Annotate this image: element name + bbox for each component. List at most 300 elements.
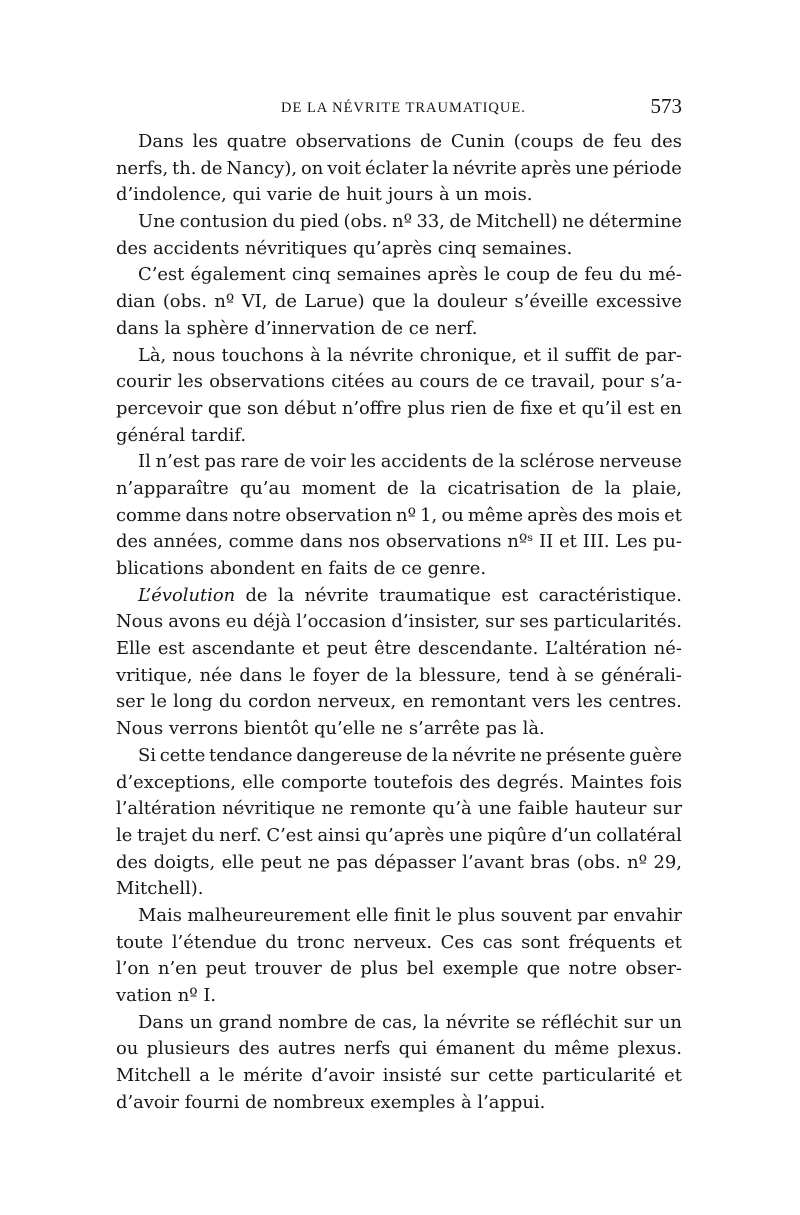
word: qu’à xyxy=(432,798,472,820)
word: née xyxy=(199,664,233,686)
word: finit xyxy=(393,904,431,926)
word: un xyxy=(455,184,479,206)
text-line xyxy=(116,956,682,983)
word: I. xyxy=(203,985,217,1006)
word: dans xyxy=(116,317,159,339)
word: de xyxy=(274,291,297,313)
word: et xyxy=(664,931,682,953)
word: comporte xyxy=(280,771,368,793)
word: nerf. xyxy=(435,317,478,339)
word: faits xyxy=(328,558,368,579)
text-line xyxy=(116,689,682,716)
word: Cunin xyxy=(450,131,505,152)
word: la xyxy=(164,317,181,339)
word: par- xyxy=(645,344,682,366)
word: dans xyxy=(299,531,343,553)
word: n’apparaître xyxy=(116,477,229,499)
word: névrite xyxy=(304,584,369,606)
word: n’est xyxy=(155,451,200,473)
word: Dans xyxy=(138,1011,184,1033)
paragraph xyxy=(116,343,682,450)
word: l’on xyxy=(116,958,150,980)
word: qu’il xyxy=(581,397,622,419)
word: observations xyxy=(385,531,502,553)
word: déjà xyxy=(252,611,292,633)
word: même xyxy=(554,1038,610,1060)
word: d’avoir xyxy=(311,1065,375,1087)
text-line xyxy=(116,903,682,930)
word: blessure, xyxy=(419,664,502,686)
word: le xyxy=(435,904,453,926)
word: semaines. xyxy=(482,237,573,259)
word: présente xyxy=(545,744,626,766)
word: ascendante xyxy=(191,638,296,660)
word: névrite xyxy=(452,157,517,179)
word: la xyxy=(604,477,622,499)
word: cas, xyxy=(381,1011,418,1033)
word: observations xyxy=(295,131,412,152)
word: à xyxy=(310,344,321,366)
text-line xyxy=(116,503,682,530)
word: général xyxy=(116,424,186,446)
word: Les xyxy=(615,531,648,553)
word: caractéristique. xyxy=(538,584,682,606)
word: d’indolence, xyxy=(116,184,227,206)
word: Maintes xyxy=(570,771,644,793)
word: vation xyxy=(116,985,172,1006)
word: de xyxy=(283,451,306,473)
word: le xyxy=(289,664,306,686)
word: pas xyxy=(204,451,236,473)
word: dans xyxy=(185,504,229,526)
word: coup xyxy=(506,264,551,286)
text-line xyxy=(116,289,682,316)
word: est xyxy=(157,638,185,660)
word: Larue) xyxy=(304,291,365,313)
word: moment xyxy=(301,477,376,499)
word: Mitchell) xyxy=(475,211,558,233)
word: les xyxy=(192,131,218,152)
word: accidents xyxy=(152,237,240,259)
word: mé- xyxy=(648,264,682,286)
word: ce xyxy=(504,371,525,393)
word: mois xyxy=(617,504,660,526)
text-line xyxy=(116,1090,682,1117)
word: d’insister, xyxy=(391,611,480,633)
word: vers xyxy=(532,691,571,713)
word: et xyxy=(523,344,541,366)
word: la xyxy=(431,744,449,766)
word: trouver xyxy=(254,958,322,980)
word: bel xyxy=(406,958,435,980)
word: comme xyxy=(116,504,182,526)
word: elle xyxy=(221,851,255,873)
word: sclérose xyxy=(519,451,595,473)
word: de xyxy=(471,451,494,473)
word: un xyxy=(658,1011,682,1033)
word: qu’elle xyxy=(314,718,376,740)
word: de xyxy=(330,958,353,980)
word: du xyxy=(218,691,242,713)
word: pour xyxy=(601,371,644,393)
text-line xyxy=(116,850,682,877)
word: ne xyxy=(520,744,543,766)
word: douleur xyxy=(436,291,508,313)
word: nerfs xyxy=(343,1038,391,1060)
word: des xyxy=(581,504,614,526)
word: nous xyxy=(172,344,216,366)
word: dian xyxy=(116,291,156,313)
word: névrite xyxy=(349,344,414,366)
word: semaines xyxy=(336,264,422,286)
word: ce xyxy=(408,317,430,339)
word: cordon xyxy=(248,691,312,713)
word: sur xyxy=(652,798,682,820)
word: Mitchell). xyxy=(116,878,204,900)
word: Il xyxy=(138,451,151,473)
word: du xyxy=(619,264,643,286)
word: l’appui. xyxy=(477,1091,546,1113)
word: le xyxy=(116,824,133,846)
text-line xyxy=(116,663,682,690)
word: et xyxy=(559,531,577,553)
word: qui xyxy=(398,1038,428,1060)
word: à xyxy=(556,664,568,686)
paragraph xyxy=(116,743,682,903)
word: comme xyxy=(228,531,294,553)
word: à xyxy=(438,184,450,206)
word: particularités. xyxy=(553,611,682,633)
text-line xyxy=(116,1063,682,1090)
word: éclater xyxy=(364,157,429,179)
word: 33, xyxy=(416,211,445,233)
word: mois. xyxy=(484,184,533,206)
word: remonte xyxy=(349,798,427,820)
word: collatéral xyxy=(596,824,682,846)
word: (coups xyxy=(513,131,574,152)
word: détermine xyxy=(588,211,682,233)
word: nºˢ xyxy=(507,531,534,553)
word: névrite xyxy=(445,1011,511,1033)
word: de xyxy=(406,744,429,766)
word: plus xyxy=(360,958,399,980)
word: de xyxy=(571,477,594,499)
word: courir xyxy=(116,371,172,393)
word: la xyxy=(395,664,412,686)
text-line xyxy=(116,583,682,610)
word: du xyxy=(522,1038,546,1060)
word: observations xyxy=(209,371,325,393)
word: sont xyxy=(521,931,560,953)
word: Ces xyxy=(440,931,475,953)
word: névrite xyxy=(452,744,517,766)
word: et xyxy=(558,397,577,419)
word: nerveux, xyxy=(317,691,397,713)
word: cas xyxy=(482,931,513,953)
word: vritique, xyxy=(116,664,193,686)
word: du xyxy=(272,211,296,233)
word: né- xyxy=(653,638,682,660)
word: peut xyxy=(260,851,302,873)
word: les xyxy=(576,691,603,713)
word: de xyxy=(449,211,472,233)
word: des xyxy=(116,237,148,259)
word: foyer xyxy=(312,664,360,686)
word: Si xyxy=(138,744,156,766)
word: période xyxy=(612,157,682,179)
word: abondent xyxy=(209,558,295,579)
word: Nancy), xyxy=(226,157,298,179)
word: plus xyxy=(407,397,446,419)
word: plexus. xyxy=(617,1038,682,1060)
text-line xyxy=(116,1036,682,1063)
text-line xyxy=(116,316,682,343)
text-line xyxy=(116,476,682,503)
word: le xyxy=(218,1065,235,1087)
word: le xyxy=(150,691,167,713)
word: début xyxy=(284,397,337,419)
word: piqûre xyxy=(487,824,547,846)
word: la xyxy=(277,584,295,606)
word: L’altération xyxy=(545,638,647,660)
word: toute xyxy=(116,931,164,953)
word: long xyxy=(173,691,213,713)
word: blications xyxy=(116,558,204,579)
word: en xyxy=(300,558,323,579)
word: se xyxy=(515,1011,536,1033)
word: ainsi xyxy=(317,824,361,846)
word: a xyxy=(199,1065,210,1087)
word: envahir xyxy=(613,904,682,926)
word: nerf. xyxy=(219,824,262,846)
paragraph xyxy=(116,129,682,209)
word: de xyxy=(245,584,268,606)
text-line xyxy=(116,930,682,957)
word: après xyxy=(527,504,578,526)
word: C’est xyxy=(138,264,185,286)
word: elle xyxy=(355,904,389,926)
word: grand xyxy=(218,1011,273,1033)
word: guère xyxy=(629,744,682,766)
word: jours xyxy=(387,184,434,206)
paragraph xyxy=(116,1010,682,1117)
word: nos xyxy=(348,531,380,553)
word: pas xyxy=(485,718,517,740)
running-head xyxy=(116,96,682,120)
word: plus xyxy=(457,904,496,926)
word: (obs. xyxy=(576,851,621,873)
running-title: DE LA NÉVRITE TRAUMATIQUE. xyxy=(281,100,526,116)
word: et xyxy=(664,504,682,526)
word: toutefois xyxy=(373,771,454,793)
word: avons xyxy=(168,611,221,633)
word: centres. xyxy=(608,691,682,713)
word: de xyxy=(381,317,404,339)
word: nº xyxy=(627,851,648,873)
text-line xyxy=(116,129,682,156)
word: faible xyxy=(517,798,569,820)
paragraph xyxy=(116,449,682,582)
word: de xyxy=(366,664,389,686)
word: contusion xyxy=(179,211,268,233)
body-text xyxy=(116,129,682,1116)
word: tend xyxy=(508,664,550,686)
word: également xyxy=(190,264,286,286)
word: à xyxy=(460,1091,472,1113)
word: Nous xyxy=(116,611,164,633)
word: par xyxy=(577,904,608,926)
word: obser- xyxy=(625,958,682,980)
word: verrons xyxy=(168,718,239,740)
text-line xyxy=(116,556,682,583)
word: qu’après xyxy=(352,237,433,259)
text-line xyxy=(116,423,682,450)
word: qu’au xyxy=(239,477,291,499)
word: qui xyxy=(232,184,262,206)
word: n’en xyxy=(157,958,198,980)
word: des xyxy=(116,851,148,873)
word: Mitchell xyxy=(116,1065,191,1087)
word: pu- xyxy=(652,531,682,553)
word: fourni xyxy=(184,1091,240,1113)
word: eu xyxy=(225,611,248,633)
text-line xyxy=(116,716,682,743)
word: II xyxy=(539,531,554,553)
word: (obs. xyxy=(343,211,388,233)
word: travail, xyxy=(531,371,596,393)
word: Nous xyxy=(116,718,164,740)
text-line xyxy=(116,369,682,396)
word: de xyxy=(492,397,515,419)
word: névritique xyxy=(222,798,316,820)
word: notre xyxy=(568,958,618,980)
word: trajet xyxy=(137,824,187,846)
word: est xyxy=(627,397,655,419)
text-line xyxy=(116,182,682,209)
word: ce xyxy=(401,558,422,579)
word: être xyxy=(374,638,411,660)
word: cinq xyxy=(291,264,331,286)
word: la xyxy=(432,157,449,179)
word: d’exceptions, xyxy=(116,771,236,793)
word: (obs. xyxy=(162,291,207,313)
word: feu xyxy=(584,264,614,286)
word: que xyxy=(372,291,406,313)
word: hauteur xyxy=(574,798,647,820)
word: nº xyxy=(214,291,235,313)
word: et xyxy=(664,1065,682,1087)
word: de xyxy=(386,477,409,499)
word: nombreux xyxy=(272,1091,365,1113)
word: une xyxy=(448,824,483,846)
word: excessive xyxy=(595,291,682,313)
word: 1, xyxy=(420,504,438,526)
word: ou xyxy=(441,504,464,526)
word: C’est xyxy=(266,824,313,846)
word: l’occasion xyxy=(296,611,387,633)
word: n’offre xyxy=(341,397,402,419)
word: Là, xyxy=(138,344,167,366)
word: s’a- xyxy=(650,371,682,393)
word: cicatrisation xyxy=(447,477,561,499)
word: insisté xyxy=(382,1065,442,1087)
word: th. xyxy=(172,157,197,179)
word: il xyxy=(547,344,559,366)
text-line xyxy=(116,743,682,770)
word: d’innervation xyxy=(254,317,376,339)
word: accidents xyxy=(380,451,468,473)
word: du xyxy=(265,931,289,953)
word: exemple xyxy=(442,958,519,980)
word: des xyxy=(116,531,148,553)
word: sur xyxy=(485,611,515,633)
text-line xyxy=(116,343,682,370)
word: en xyxy=(659,397,682,419)
word: s’éveille xyxy=(514,291,589,313)
word: ses xyxy=(519,611,549,633)
word: pas xyxy=(336,851,368,873)
text-line xyxy=(116,823,682,850)
word: années, xyxy=(153,531,223,553)
word: mérite xyxy=(243,1065,303,1087)
word: bras xyxy=(530,851,571,873)
word: le xyxy=(483,264,501,286)
word: nerveuse xyxy=(599,451,682,473)
word: pied xyxy=(299,211,340,233)
word: Une xyxy=(138,211,176,233)
word: que xyxy=(526,958,561,980)
word: genre. xyxy=(427,558,487,579)
word: ou xyxy=(116,1038,139,1060)
word: tronc xyxy=(296,931,345,953)
word: tardif. xyxy=(190,424,247,446)
word: sur xyxy=(450,1065,480,1087)
text-line xyxy=(116,396,682,423)
word: l’avant xyxy=(462,851,524,873)
word: voit xyxy=(327,157,362,179)
word: une xyxy=(477,798,512,820)
word: Mais xyxy=(138,904,182,926)
word: malheureurement xyxy=(187,904,351,926)
word: réfléchit xyxy=(541,1011,618,1033)
word: exemples xyxy=(370,1091,456,1113)
word: la xyxy=(413,291,430,313)
word: de xyxy=(373,558,396,579)
word: des xyxy=(459,771,491,793)
text-line xyxy=(116,209,682,236)
word: de xyxy=(245,1091,268,1113)
word: de xyxy=(617,344,640,366)
word: de xyxy=(582,131,605,152)
word: ne xyxy=(307,851,330,873)
word: on xyxy=(301,157,324,179)
word: un xyxy=(189,1011,213,1033)
word: VI, xyxy=(241,291,268,313)
text-line xyxy=(116,609,682,636)
word: dangereuse xyxy=(296,744,403,766)
text-line xyxy=(116,236,682,263)
word: la xyxy=(498,451,516,473)
word: varie xyxy=(266,184,313,206)
word: les xyxy=(177,371,203,393)
word: 29, xyxy=(653,851,682,873)
word: quatre xyxy=(226,131,287,152)
word: souvent xyxy=(500,904,572,926)
word: émanent xyxy=(435,1038,515,1060)
word: degrés. xyxy=(496,771,565,793)
word: névritiques xyxy=(245,237,348,259)
word: d’avoir xyxy=(116,1091,179,1113)
